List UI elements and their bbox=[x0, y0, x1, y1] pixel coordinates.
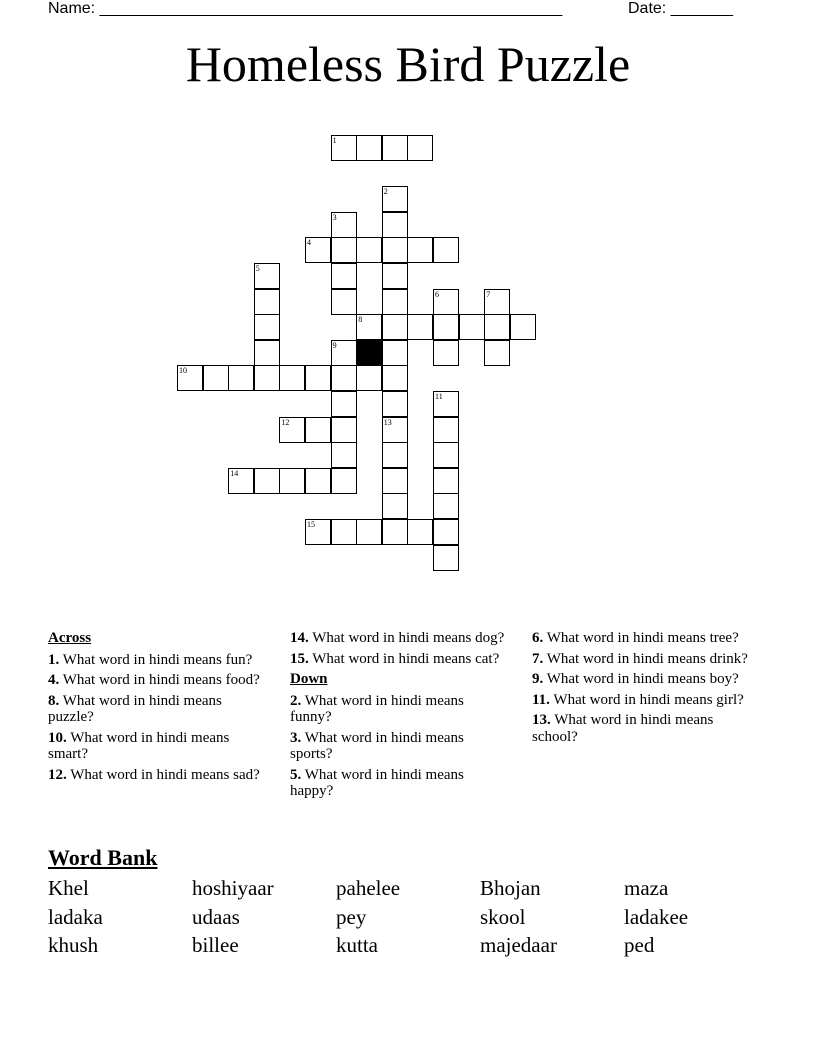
crossword-cell[interactable] bbox=[433, 442, 459, 468]
clue-down-2 bbox=[290, 693, 506, 726]
name-field-label: Name: ____________________________________________________ bbox=[48, 0, 563, 17]
clue-text: What word in hindi means sports? bbox=[290, 729, 464, 762]
crossword-cell[interactable] bbox=[254, 365, 280, 391]
crossword-cell[interactable] bbox=[407, 519, 433, 545]
cell-number: 4 bbox=[307, 238, 311, 248]
crossword-cell[interactable] bbox=[331, 237, 357, 263]
clue-number: 1. bbox=[48, 651, 60, 668]
clue-down-13 bbox=[532, 712, 748, 745]
clue-number: 5. bbox=[290, 766, 302, 783]
crossword-cell[interactable] bbox=[331, 365, 357, 391]
date-field-label: Date: _______ bbox=[628, 0, 733, 17]
word-bank-item: ped bbox=[624, 933, 655, 957]
clue-number: 9. bbox=[532, 671, 544, 687]
clue-text: What word in hindi means dog? bbox=[308, 630, 505, 646]
cell-number: 14 bbox=[230, 468, 239, 478]
crossword-cell[interactable] bbox=[382, 340, 408, 366]
cell-number: 3 bbox=[332, 212, 337, 222]
clues-column-1 bbox=[48, 630, 264, 787]
clue-across-14 bbox=[290, 630, 506, 647]
word-bank-item: ladakee bbox=[624, 904, 689, 929]
crossword-cell[interactable] bbox=[382, 186, 408, 212]
crossword-cell[interactable] bbox=[382, 212, 408, 238]
word-bank-item: Bhojan bbox=[480, 876, 541, 900]
clue-text: What word in hindi means girl? bbox=[549, 691, 744, 708]
crossword-cell[interactable] bbox=[382, 365, 408, 391]
word-bank-item: maza bbox=[624, 876, 669, 900]
clue-number: 6. bbox=[532, 630, 544, 646]
page-title: Homeless Bird Puzzle bbox=[185, 36, 631, 92]
crossword-cell[interactable] bbox=[331, 263, 357, 289]
clue-number: 13. bbox=[532, 712, 551, 728]
cell-number: 15 bbox=[307, 520, 315, 529]
clue-across-10 bbox=[48, 730, 264, 763]
crossword-cell[interactable] bbox=[382, 442, 408, 468]
word-bank-item: hoshiyaar bbox=[192, 876, 274, 900]
clue-across-8 bbox=[48, 693, 264, 726]
clue-across-1 bbox=[48, 652, 264, 669]
crossword-cell[interactable] bbox=[382, 263, 408, 289]
crossword-cell[interactable] bbox=[356, 365, 382, 391]
crossword-cell[interactable] bbox=[305, 365, 331, 391]
clue-down-3 bbox=[290, 730, 506, 763]
cell-number: 1 bbox=[332, 136, 337, 145]
crossword-cell[interactable] bbox=[484, 314, 510, 340]
clue-text: What word in hindi means food? bbox=[59, 672, 260, 688]
crossword-cell[interactable] bbox=[305, 519, 331, 545]
cell-number: 5 bbox=[255, 264, 260, 273]
word-bank-item: pey bbox=[336, 904, 367, 929]
crossword-cell[interactable] bbox=[382, 493, 408, 519]
crossword-cell[interactable] bbox=[459, 314, 485, 340]
crossword-cell[interactable] bbox=[356, 237, 382, 263]
crossword-cell[interactable] bbox=[382, 391, 408, 417]
crossword-cell[interactable] bbox=[382, 135, 408, 161]
word-bank-item: udaas bbox=[192, 904, 240, 929]
crossword-cell[interactable] bbox=[484, 289, 510, 315]
clue-text: What word in hindi means puzzle? bbox=[48, 692, 222, 725]
crossword-cell[interactable] bbox=[331, 135, 357, 161]
crossword-cell[interactable] bbox=[484, 340, 510, 366]
crossword-cell[interactable] bbox=[331, 212, 357, 238]
word-bank-item: Khel bbox=[48, 876, 89, 900]
crossword-cell[interactable] bbox=[433, 314, 459, 340]
clue-down-11 bbox=[532, 692, 748, 709]
crossword-black-cell bbox=[356, 340, 382, 366]
crossword-cell[interactable] bbox=[305, 417, 331, 443]
crossword-cell[interactable] bbox=[510, 314, 536, 340]
clue-number: 4. bbox=[48, 672, 60, 688]
cell-number: 6 bbox=[435, 289, 439, 299]
crossword-cell[interactable] bbox=[305, 468, 331, 494]
clue-number: 2. bbox=[290, 692, 302, 709]
clue-text: What word in hindi means school? bbox=[532, 712, 714, 745]
clues-column-3 bbox=[532, 630, 748, 749]
crossword-cell[interactable] bbox=[228, 365, 254, 391]
clue-number: 12. bbox=[48, 766, 67, 783]
crossword-cell[interactable] bbox=[228, 468, 254, 494]
crossword-cell[interactable] bbox=[254, 289, 280, 315]
crossword-cell[interactable] bbox=[433, 545, 459, 571]
crossword-cell[interactable] bbox=[433, 417, 459, 443]
clues-column-2 bbox=[290, 630, 506, 804]
crossword-cell[interactable] bbox=[407, 237, 433, 263]
clue-number: 14. bbox=[290, 630, 309, 646]
word-bank-item: kutta bbox=[336, 933, 378, 957]
clue-down-7 bbox=[532, 651, 748, 668]
word-bank-item: billee bbox=[192, 933, 239, 957]
clue-text: What word in hindi means boy? bbox=[543, 671, 739, 687]
crossword-cell[interactable] bbox=[279, 365, 305, 391]
word-bank-item: khush bbox=[48, 933, 99, 957]
crossword-cell[interactable] bbox=[305, 237, 331, 263]
crossword-cell[interactable] bbox=[331, 468, 357, 494]
crossword-cell[interactable] bbox=[433, 468, 459, 494]
crossword-cell[interactable] bbox=[356, 135, 382, 161]
crossword-cell[interactable] bbox=[382, 417, 408, 443]
crossword-cell[interactable] bbox=[331, 391, 357, 417]
crossword-cell[interactable] bbox=[356, 519, 382, 545]
clue-text: What word in hindi means sad? bbox=[66, 766, 260, 783]
cell-number: 2 bbox=[383, 187, 388, 197]
crossword-cell[interactable] bbox=[254, 468, 280, 494]
crossword-cell[interactable] bbox=[407, 314, 433, 340]
clue-number: 15. bbox=[290, 650, 309, 667]
crossword-cell[interactable] bbox=[382, 519, 408, 545]
down-heading: Down bbox=[290, 671, 328, 687]
word-bank-item: majedaar bbox=[480, 933, 557, 957]
clue-text: What word in hindi means smart? bbox=[48, 729, 230, 762]
crossword-cell[interactable] bbox=[382, 468, 408, 494]
cell-number: 12 bbox=[281, 417, 290, 427]
cell-number: 13 bbox=[383, 417, 392, 427]
clue-number: 10. bbox=[48, 729, 67, 746]
crossword-cell[interactable] bbox=[254, 314, 280, 340]
crossword-cell[interactable] bbox=[279, 417, 305, 443]
crossword-cell[interactable] bbox=[433, 340, 459, 366]
crossword-cell[interactable] bbox=[433, 493, 459, 519]
crossword-cell[interactable] bbox=[356, 314, 382, 340]
crossword-cell[interactable] bbox=[331, 289, 357, 315]
cell-number: 10 bbox=[179, 366, 187, 376]
clue-number: 3. bbox=[290, 729, 302, 746]
cell-number: 11 bbox=[435, 392, 443, 401]
cell-number: 8 bbox=[358, 315, 363, 325]
clue-text: What word in hindi means funny? bbox=[290, 692, 464, 725]
clue-text: What word in hindi means drink? bbox=[543, 650, 748, 667]
clue-down-5 bbox=[290, 767, 506, 800]
crossword-cell[interactable] bbox=[331, 417, 357, 443]
clue-text: What word in hindi means cat? bbox=[308, 650, 500, 667]
cell-number: 9 bbox=[332, 340, 337, 350]
crossword-cell[interactable] bbox=[279, 468, 305, 494]
clue-down-6 bbox=[532, 630, 748, 647]
crossword-cell[interactable] bbox=[331, 442, 357, 468]
clue-text: What word in hindi means happy? bbox=[290, 766, 464, 799]
crossword-cell[interactable] bbox=[254, 263, 280, 289]
clue-number: 8. bbox=[48, 692, 60, 709]
crossword-cell[interactable] bbox=[331, 340, 357, 366]
crossword-cell[interactable] bbox=[433, 519, 459, 545]
crossword-cell[interactable] bbox=[382, 314, 408, 340]
crossword-cell[interactable] bbox=[433, 237, 459, 263]
clue-across-12 bbox=[48, 767, 264, 784]
clue-text: What word in hindi means tree? bbox=[543, 630, 739, 646]
clue-down-9 bbox=[532, 671, 748, 688]
crossword-cell[interactable] bbox=[433, 391, 459, 417]
crossword-cell[interactable] bbox=[177, 365, 203, 391]
crossword-cell[interactable] bbox=[203, 365, 229, 391]
across-heading: Across bbox=[48, 630, 92, 646]
word-bank-item: ladaka bbox=[48, 904, 103, 929]
word-bank-item: skool bbox=[480, 904, 526, 929]
word-bank-title: Word Bank bbox=[48, 845, 158, 870]
clue-number: 11. bbox=[532, 691, 550, 708]
clue-across-15 bbox=[290, 651, 506, 668]
cell-number: 7 bbox=[486, 289, 491, 299]
crossword-cell[interactable] bbox=[331, 519, 357, 545]
clue-across-4 bbox=[48, 672, 264, 689]
word-bank-list bbox=[48, 874, 768, 960]
clue-text: What word in hindi means fun? bbox=[59, 651, 253, 668]
clue-number: 7. bbox=[532, 650, 544, 667]
crossword-cell[interactable] bbox=[433, 289, 459, 315]
crossword-cell[interactable] bbox=[382, 237, 408, 263]
word-bank-item: pahelee bbox=[336, 876, 401, 900]
crossword-cell[interactable] bbox=[407, 135, 433, 161]
crossword-cell[interactable] bbox=[382, 289, 408, 315]
crossword-cell[interactable] bbox=[254, 340, 280, 366]
